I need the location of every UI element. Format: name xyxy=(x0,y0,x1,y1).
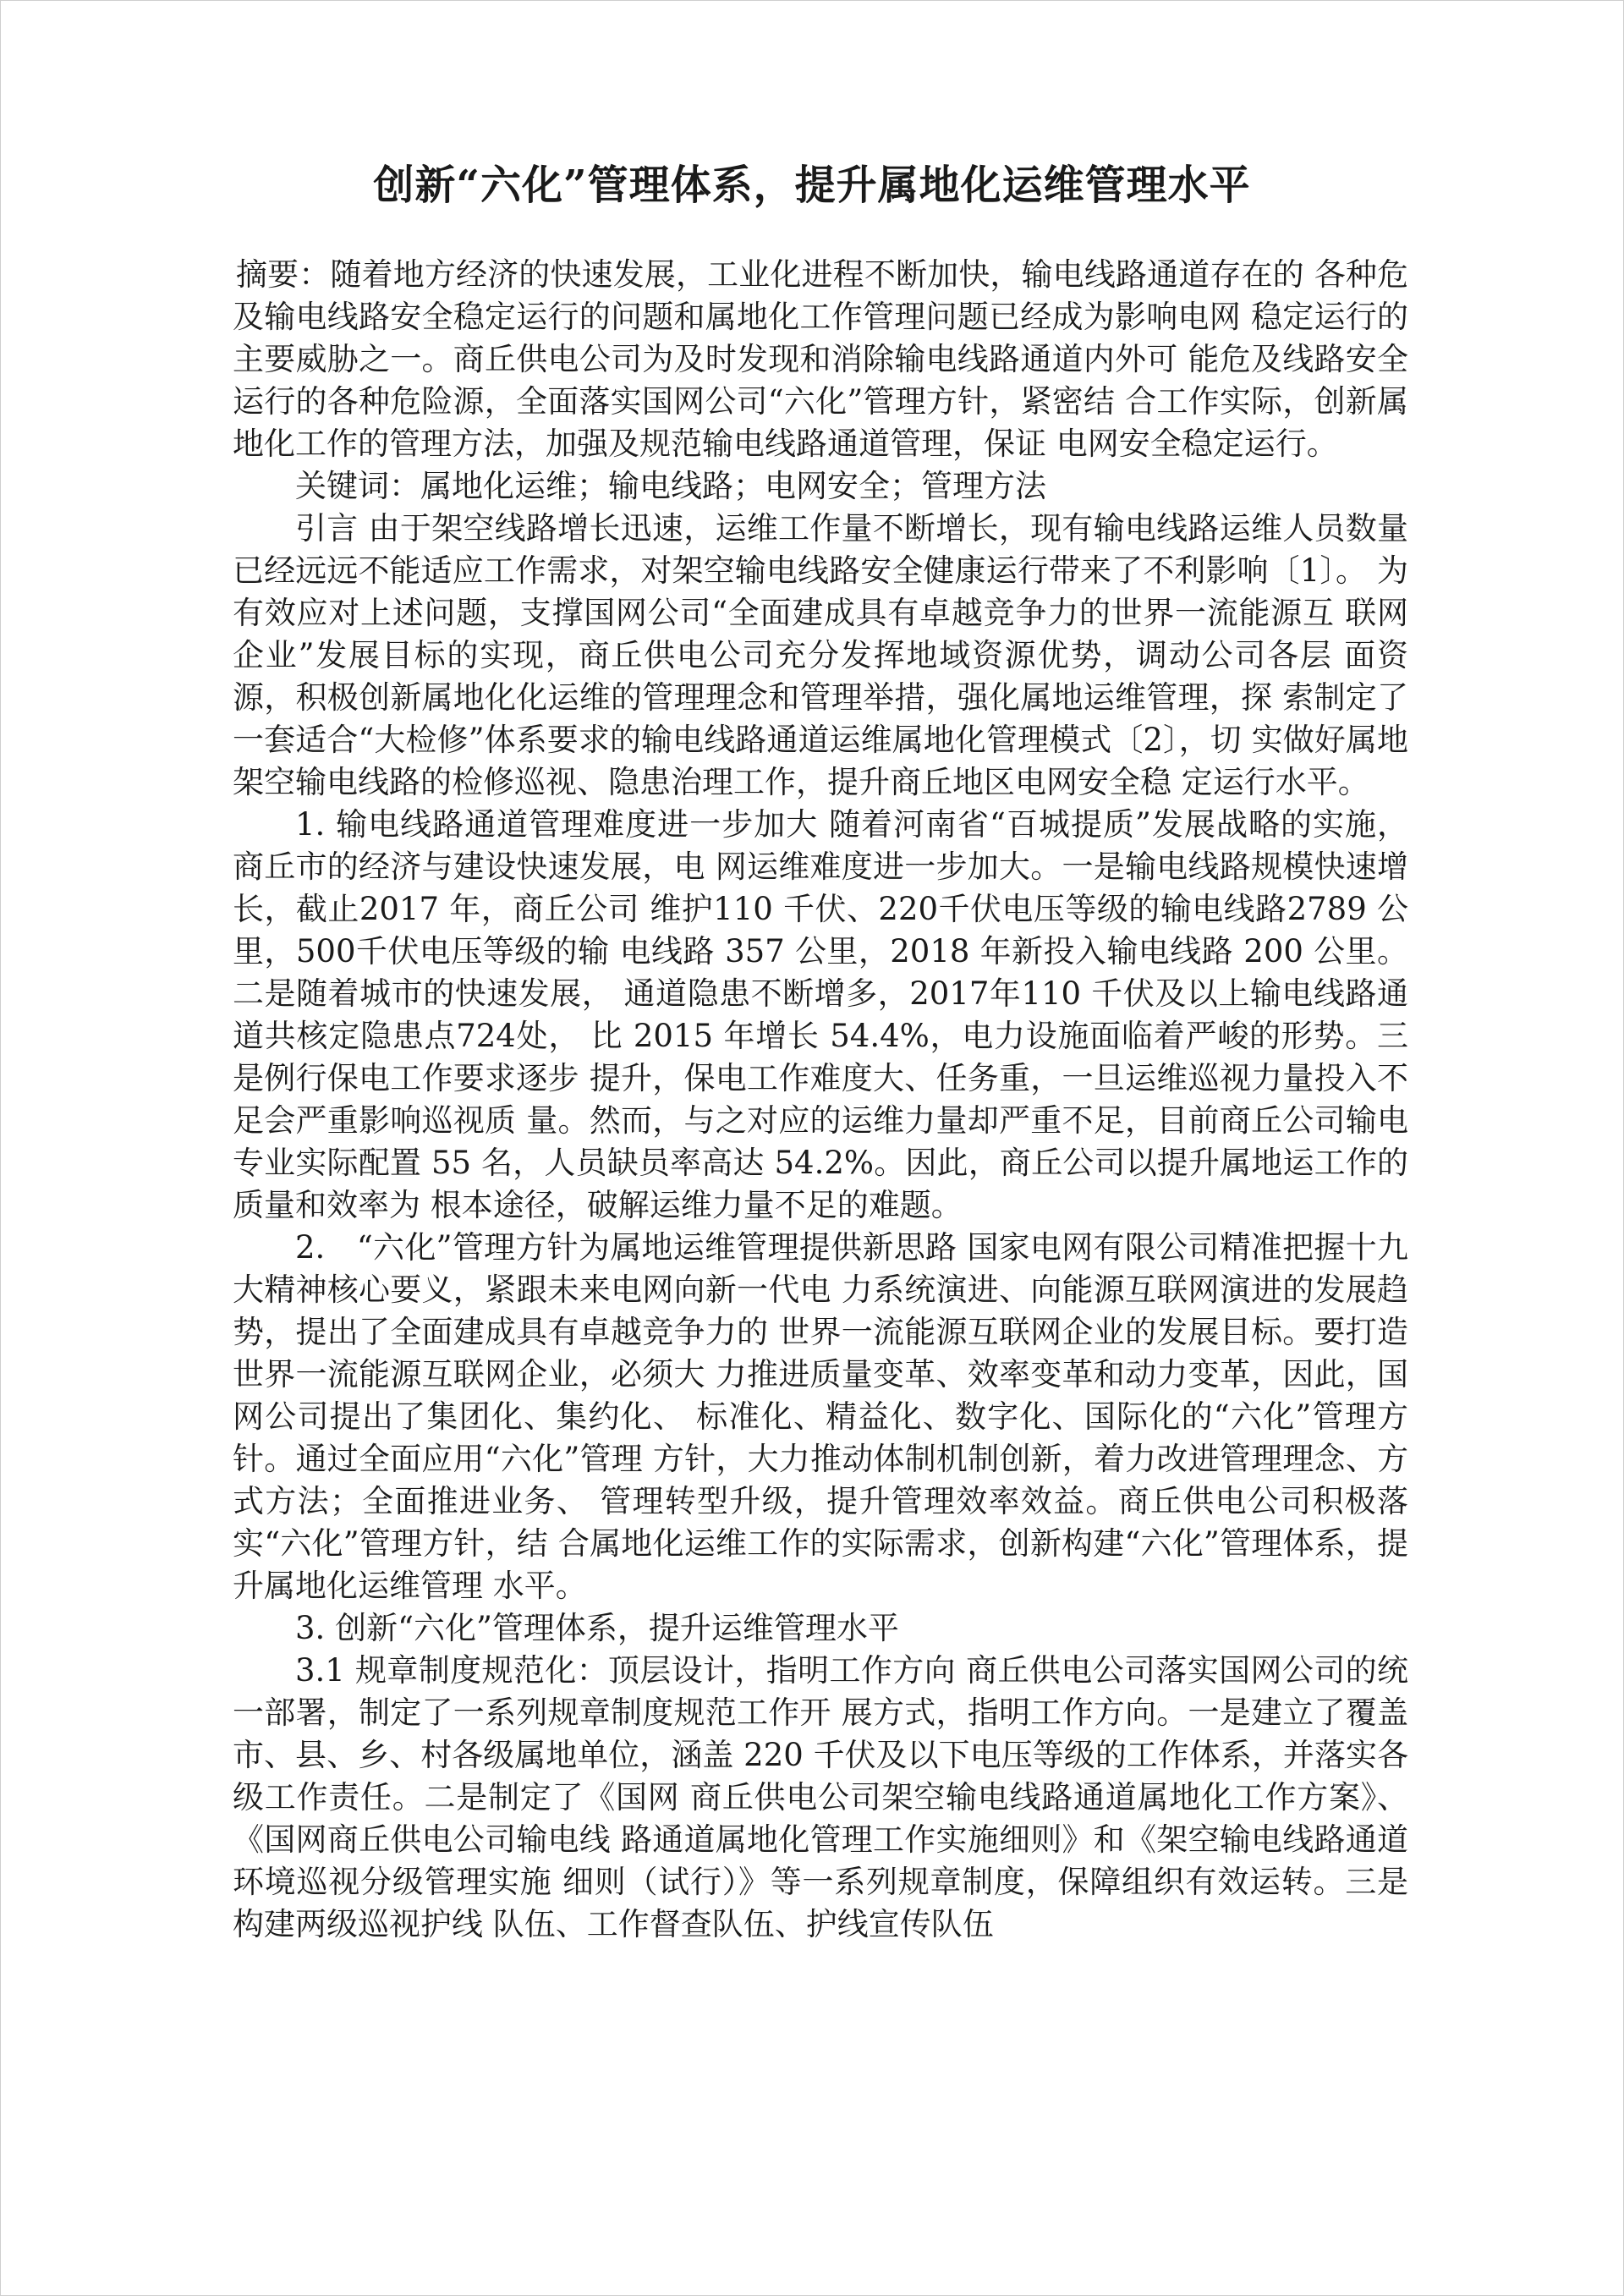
section-3-heading: 3. 创新“六化”管理体系，提升运维管理水平 xyxy=(295,1610,899,1646)
section-3-1-paragraph: 3.1 规章制度规范化：顶层设计，指明工作方向 商丘供电公司落实国网公司的统一部署，制定了一系列规章制度规范工作开 展方式，指明工作方向。一是建立了覆盖市、县、乡、村各级属地单位，涵盖 220 千伏及以下电压等级的工作体系，并落实各级工作责任。二是制定了《国网 商丘供电公司架空输电线路通道属地化工作方案》、《国网商丘供电公司输电线 路通道属地化管理工作实施细则》和《架空输电线路通道环境巡视分级管理实施 细则（试行）》等一系列规章制度，保障组织有效运转。三是构建两级巡视护线 队伍、工作督查队伍、护线宣传队伍 xyxy=(233,1652,1408,1942)
document-title: 创新“六化”管理体系，提升属地化运维管理水平 xyxy=(373,162,1251,209)
section-1-paragraph: 1. 输电线路通道管理难度进一步加大 随着河南省“百城提质”发展战略的实施，商丘市的经济与建设快速发展，电 网运维难度进一步加大。一是输电线路规模快速增长，截止2017 年，商丘公司 维护110 千伏、220千伏电压等级的输电线路2789 公里，500千伏电压等级的输 电线路 357 公里，2018 年新投入输电线路 200 公里。二是随着城市的快速发展， 通道隐患不断增多，2017年110 千伏及以上输电线路通道共核定隐患点724处， 比 2015 年增长 54.4%，电力设施面临着严峻的形势。三是例行保电工作要求逐步 提升，保电工作难度大、任务重，一旦运维巡视力量投入不足会严重影响巡视质 量。然而，与之对应的运维力量却严重不足，目前商丘公司输电专业实际配置 55 名，人员缺员率高达 54.2%。因此，商丘公司以提升属地运工作的质量和效率为 根本途径，破解运维力量不足的难题。 xyxy=(233,806,1408,1223)
intro-paragraph: 引言 由于架空线路增长迅速，运维工作量不断增长，现有输电线路运维人员数量 已经远远不能适应工作需求，对架空输电线路安全健康运行带来了不利影响〔1〕。 为有效应对上述问题，支撑国网公司“全面建成具有卓越竞争力的世界一流能源互 联网企业”发展目标的实现，商丘供电公司充分发挥地域资源优势，调动公司各层 面资源，积极创新属地化化运维的管理理念和管理举措，强化属地运维管理，探 索制定了一套适合“大检修”体系要求的输电线路通道运维属地化管理模式〔2〕，切 实做好属地架空输电线路的检修巡视、隐患治理工作，提升商丘地区电网安全稳 定运行水平。 xyxy=(233,510,1408,800)
abstract-paragraph: 摘要：随着地方经济的快速发展，工业化进程不断加快，输电线路通道存在的 各种危及输电线路安全稳定运行的问题和属地化工作管理问题已经成为影响电网 稳定运行的主要威胁之一。商丘供电公司为及时发现和消除输电线路通道内外可 能危及线路安全运行的各种危险源，全面落实国网公司“六化”管理方针，紧密结 合工作实际，创新属地化工作的管理方法，加强及规范输电线路通道管理，保证 电网安全稳定运行。 xyxy=(233,256,1408,462)
keywords-paragraph: 关键词：属地化运维；输电线路；电网安全；管理方法 xyxy=(295,468,1046,504)
document-body xyxy=(233,254,1408,1946)
section-2-paragraph: 2. “六化”管理方针为属地运维管理提供新思路 国家电网有限公司精准把握十九大精神核心要义，紧跟未来电网向新一代电 力系统演进、向能源互联网演进的发展趋势，提出了全面建成具有卓越竞争力的 世界一流能源互联网企业的发展目标。要打造世界一流能源互联网企业，必须大 力推进质量变革、效率变革和动力变革，因此，国网公司提出了集团化、集约化、 标准化、精益化、数字化、国际化的“六化”管理方针。通过全面应用“六化”管理 方针，大力推动体制机制创新，着力改进管理理念、方式方法；全面推进业务、 管理转型升级，提升管理效率效益。商丘供电公司积极落实“六化”管理方针，结 合属地化运维工作的实际需求，创新构建“六化”管理体系，提升属地化运维管理 水平。 xyxy=(233,1229,1408,1604)
